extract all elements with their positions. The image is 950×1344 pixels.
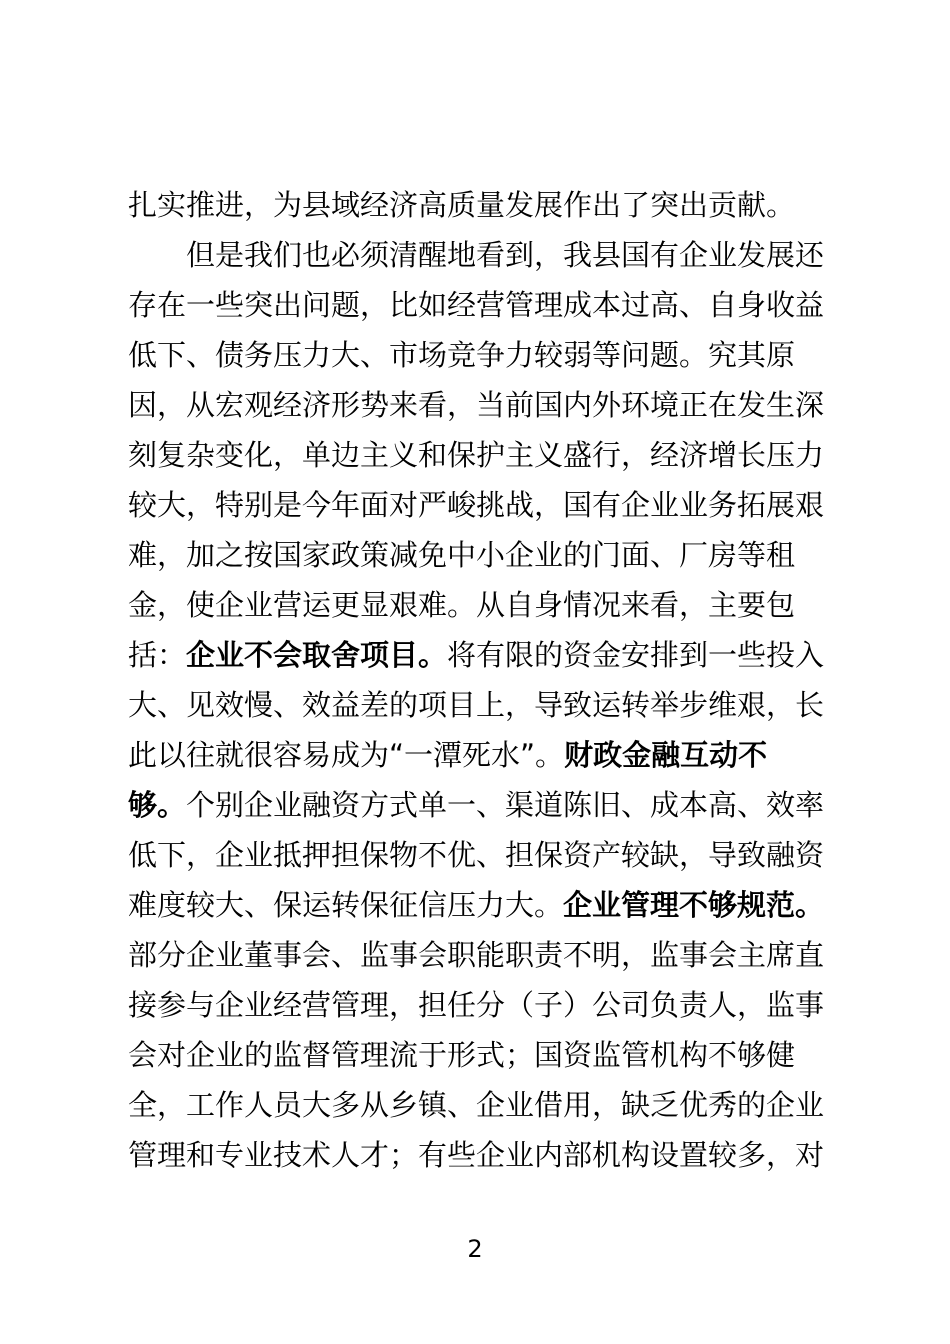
text-segment: 将有限的资金安排到一些投入 xyxy=(447,638,825,672)
text-line xyxy=(128,330,828,380)
text-line xyxy=(128,180,828,230)
bold-heading: 企业管理不够规范。 xyxy=(563,888,825,922)
text-segment: 难度较大、保运转保征信压力大。 xyxy=(128,888,564,922)
text-segment: 低下，企业抵押担保物不优、担保资产较缺，导致融资 xyxy=(128,838,825,872)
text-segment: 扎实推进，为县域经济高质量发展作出了突出贡献。 xyxy=(128,188,796,222)
text-line xyxy=(128,980,828,1030)
text-line xyxy=(128,930,828,980)
text-segment: 会对企业的监督管理流于形式；国资监管机构不够健 xyxy=(128,1038,796,1072)
bold-heading: 企业不会取舍项目。 xyxy=(186,638,448,672)
bold-heading: 够。 xyxy=(128,788,187,822)
text-line xyxy=(128,630,828,680)
text-segment: 部分企业董事会、监事会职能职责不明，监事会主席直 xyxy=(128,938,825,972)
text-line xyxy=(128,530,828,580)
text-segment: 个别企业融资方式单一、渠道陈旧、成本高、效率 xyxy=(186,788,825,822)
body-text xyxy=(128,180,828,1180)
text-segment: 大、见效慢、效益差的项目上，导致运转举步维艰，长 xyxy=(128,688,825,722)
text-segment: 管理和专业技术人才；有些企业内部机构设置较多，对 xyxy=(128,1138,825,1172)
text-line xyxy=(128,380,828,430)
paragraph-first-line xyxy=(128,230,828,280)
text-segment: 存在一些突出问题，比如经营管理成本过高、自身收益 xyxy=(128,288,825,322)
text-segment: 难，加之按国家政策减免中小企业的门面、厂房等租 xyxy=(128,538,796,572)
text-segment: 较大，特别是今年面对严峻挑战，国有企业业务拓展艰 xyxy=(128,488,825,522)
text-segment: 接参与企业经营管理，担任分（子）公司负责人，监事 xyxy=(128,988,825,1022)
text-segment: 因，从宏观经济形势来看，当前国内外环境正在发生深 xyxy=(128,388,825,422)
text-segment: 括： xyxy=(128,638,187,672)
text-line xyxy=(128,580,828,630)
text-line xyxy=(128,480,828,530)
text-line xyxy=(128,730,828,780)
text-line xyxy=(128,280,828,330)
text-segment: 刻复杂变化，单边主义和保护主义盛行，经济增长压力 xyxy=(128,438,825,472)
text-line xyxy=(128,1080,828,1130)
text-segment: 此以往就很容易成为“一潭死水”。 xyxy=(128,738,565,772)
text-segment: 但是我们也必须清醒地看到，我县国有企业发展还 xyxy=(186,238,825,272)
text-line xyxy=(128,680,828,730)
text-line xyxy=(128,880,828,930)
text-line xyxy=(128,1030,828,1080)
text-segment: 全，工作人员大多从乡镇、企业借用，缺乏优秀的企业 xyxy=(128,1088,825,1122)
text-line xyxy=(128,780,828,830)
text-line xyxy=(128,1130,828,1180)
page-number: 2 xyxy=(467,1235,483,1263)
text-segment: 低下、债务压力大、市场竞争力较弱等问题。究其原 xyxy=(128,338,796,372)
text-segment: 金，使企业营运更显艰难。从自身情况来看，主要包 xyxy=(128,588,796,622)
text-line xyxy=(128,430,828,480)
bold-heading: 财政金融互动不 xyxy=(564,738,768,772)
text-line xyxy=(128,830,828,880)
